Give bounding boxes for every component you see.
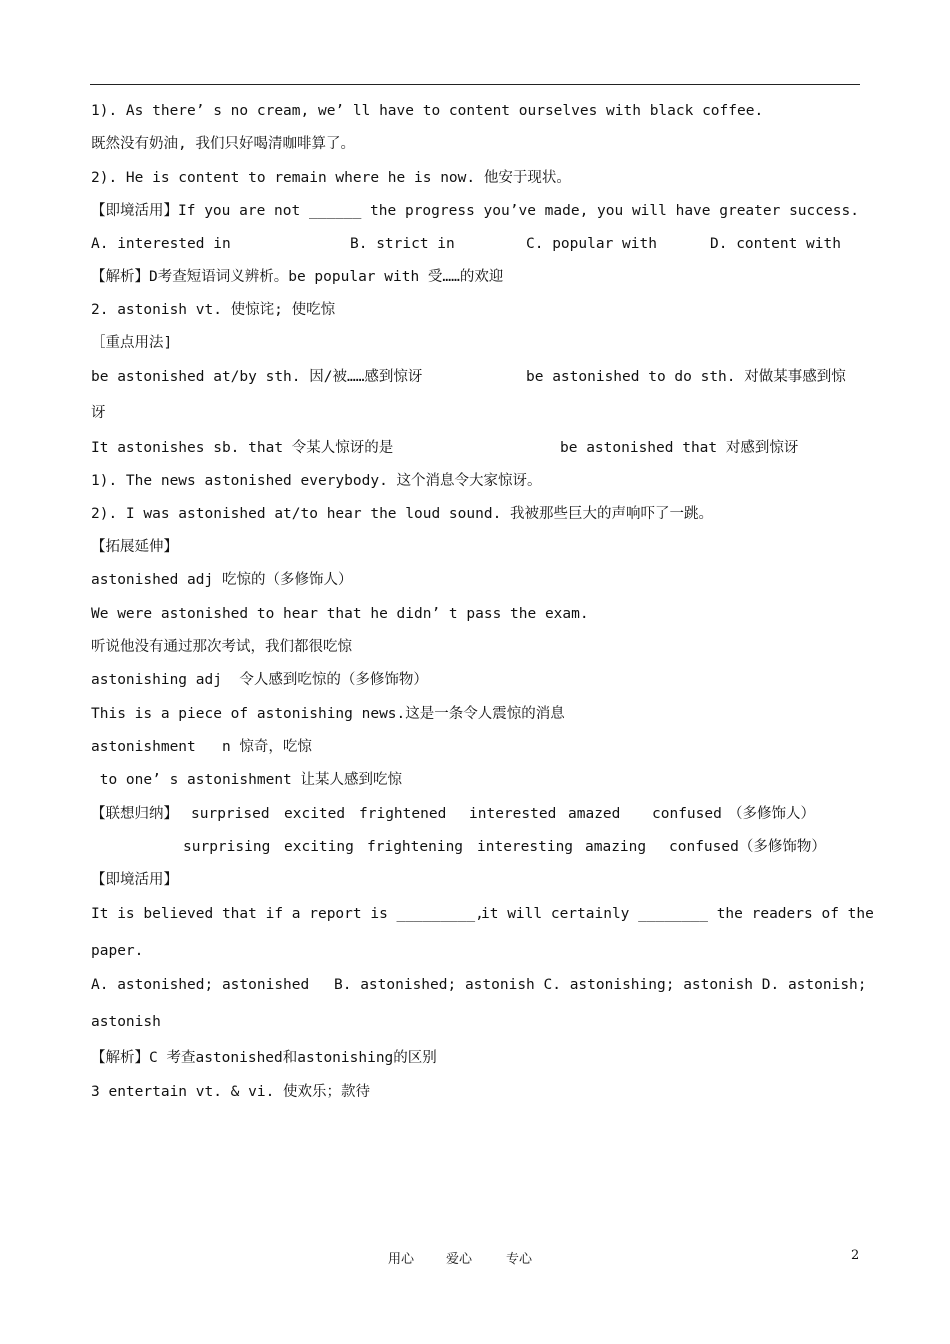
- lianxiang-word: excited: [284, 806, 346, 822]
- exercise-2-stem-a: It is believed that if a report is _________,: [91, 906, 484, 922]
- analysis-2: 【解析】C 考查astonished和astonishing的区别: [91, 1050, 437, 1066]
- astonishment-noun: astonishment n 惊奇，吃惊: [91, 739, 312, 755]
- usage-heading: ［重点用法]: [91, 335, 173, 351]
- example-1-translation: 既然没有奶油, 我们只好喝清咖啡算了。: [91, 136, 355, 152]
- astonished-example-translation: 听说他没有通过那次考试，我们都很吃惊: [91, 639, 352, 655]
- footer-motto: 用心: [388, 1252, 415, 1267]
- extension-heading: 【拓展延伸】: [91, 539, 178, 555]
- usage-2-continued: 讶: [91, 405, 106, 421]
- footer-motto: 专心: [506, 1252, 533, 1267]
- lianxiang-label: 【联想归纳】: [91, 806, 178, 822]
- option-c: C. popular with: [526, 236, 657, 252]
- lianxiang-word: frightening: [367, 839, 464, 855]
- lianxiang-word: interesting: [477, 839, 574, 855]
- lianxiang-word: confused（多修饰物）: [669, 839, 826, 855]
- usage-4: be astonished that 对感到惊讶: [560, 440, 799, 456]
- lianxiang-word: amazed: [568, 806, 621, 822]
- usage-3: It astonishes sb. that 令某人惊讶的是: [91, 440, 394, 456]
- word-heading-astonish: 2. astonish vt. 使惊诧; 使吃惊: [91, 302, 336, 318]
- example-2: 2). He is content to remain where he is now. 他安于现状。: [91, 170, 571, 186]
- exercise-2-heading: 【即境活用】: [91, 872, 178, 888]
- usage-2: be astonished to do sth. 对做某事感到惊: [526, 369, 846, 385]
- lianxiang-word: amazing: [585, 839, 647, 855]
- page-number: 2: [851, 1248, 860, 1263]
- lianxiang-note: （多修饰人）: [728, 806, 815, 822]
- lianxiang-word: interested: [469, 806, 557, 822]
- astonishment-phrase: to one’ s astonishment 让某人感到吃惊: [91, 772, 403, 788]
- option-d: D. content with: [710, 236, 841, 252]
- footer-motto: 爱心: [446, 1252, 473, 1267]
- example-1: 1). As there’ s no cream, we’ ll have to content ourselves with black coffee.: [91, 103, 764, 119]
- exercise-2-options-bcd: B. astonished; astonish C. astonishing; astonish D. astonish;: [334, 977, 867, 993]
- astonishing-example: This is a piece of astonishing news.这是一条令人震惊的消息: [91, 706, 565, 722]
- usage-1: be astonished at/by sth. 因/被……感到惊讶: [91, 369, 423, 385]
- lianxiang-word: confused: [652, 806, 722, 822]
- lianxiang-word: surprised: [191, 806, 270, 822]
- word-heading-entertain: 3 entertain vt. & vi. 使欢乐；款待: [91, 1084, 371, 1100]
- exercise-2-option-a: A. astonished; astonished: [91, 977, 310, 993]
- lianxiang-word: surprising: [183, 839, 271, 855]
- lianxiang-word: frightened: [359, 806, 447, 822]
- lianxiang-word: exciting: [284, 839, 354, 855]
- exercise-1-stem: 【即境活用】If you are not ______ the progress you’ve made, you will have greater success.: [91, 203, 859, 219]
- option-b: B. strict in: [350, 236, 455, 252]
- example-4: 2). I was astonished at/to hear the loud sound. 我被那些巨大的声响吓了一跳。: [91, 506, 714, 522]
- astonishing-adj: astonishing adj 令人感到吃惊的（多修饰物）: [91, 672, 428, 688]
- header-rule: [90, 84, 860, 85]
- astonished-example: We were astonished to hear that he didn’ t pass the exam.: [91, 606, 589, 622]
- analysis-1: 【解析】D考查短语词义辨析。be popular with 受……的欢迎: [91, 269, 504, 285]
- example-3: 1). The news astonished everybody. 这个消息令大家惊讶。: [91, 473, 542, 489]
- exercise-2-stem-b: it will certainly ________ the readers of the: [481, 906, 874, 922]
- astonished-adj: astonished adj 吃惊的（多修饰人）: [91, 572, 353, 588]
- exercise-2-option-d-end: astonish: [91, 1014, 161, 1030]
- option-a: A. interested in: [91, 236, 231, 252]
- exercise-2-stem-end: paper.: [91, 943, 144, 959]
